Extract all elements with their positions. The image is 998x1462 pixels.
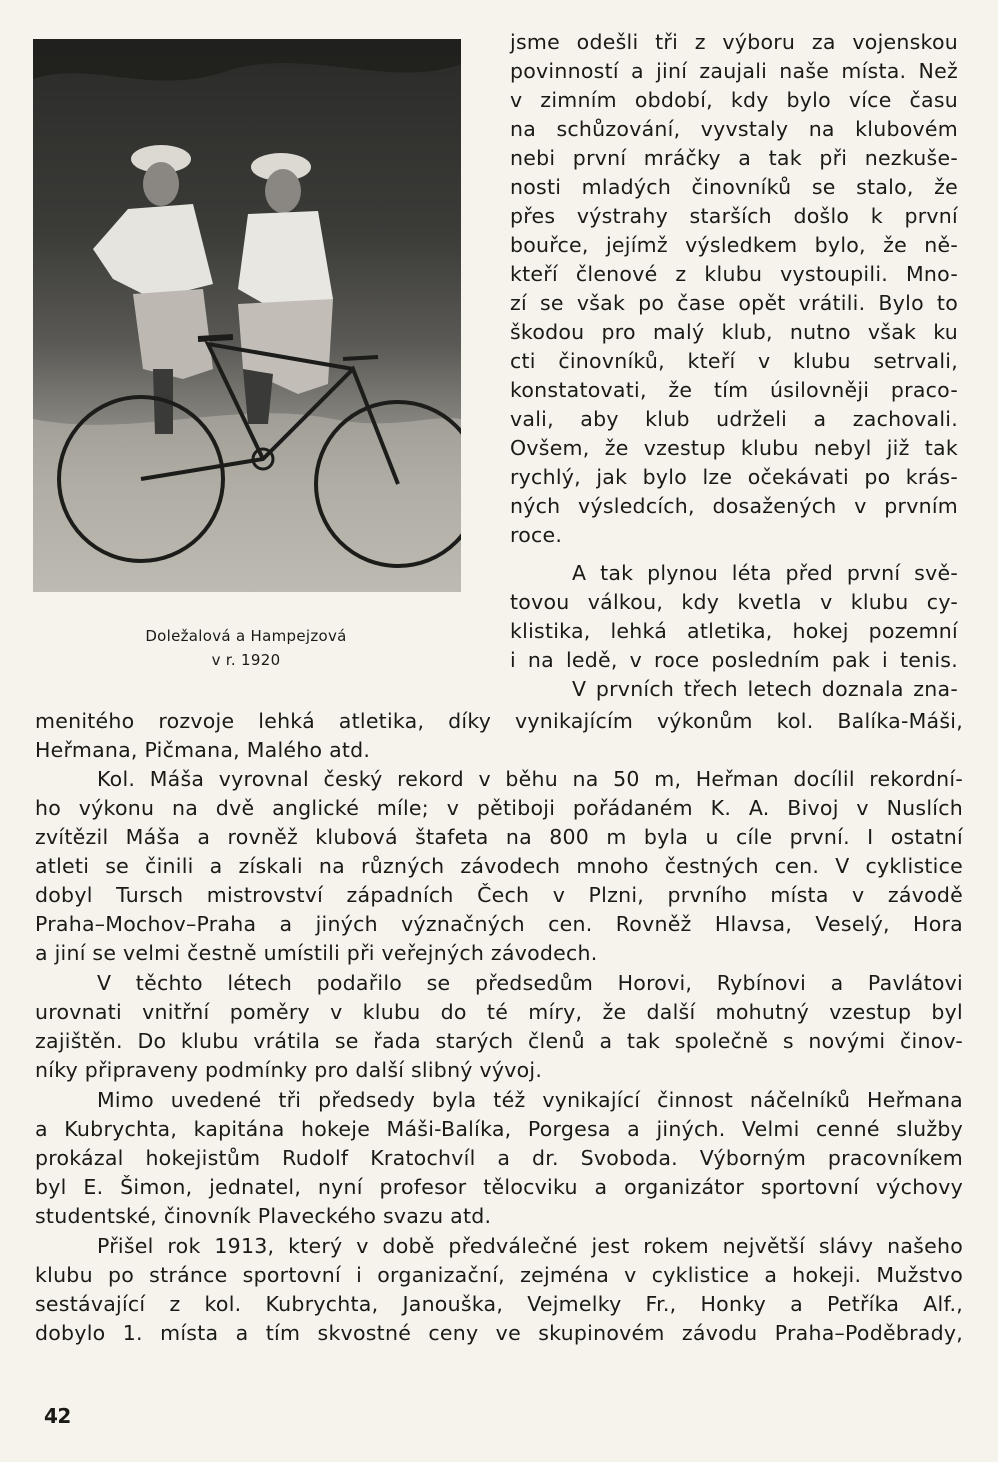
text-line: dobyl Tursch mistrovství západních Čech v Plzni, prvního místa v závodě <box>35 883 963 907</box>
text-line: Přišel rok 1913, který v době předválečné jest rokem největší slávy našeho <box>97 1234 963 1258</box>
text-line: Heřmana, Pičmana, Malého atd. <box>35 738 371 762</box>
text-line: zajištěn. Do klubu vrátila se řada starých členů a tak společně s novými činov- <box>35 1029 963 1053</box>
text-line: zí se však po čase opět vrátili. Bylo to <box>510 291 958 315</box>
text-line: klistika, lehká atletika, hokej pozemní <box>510 619 958 643</box>
text-line: rychlý, jak bylo lze očekávati po krás- <box>510 465 958 489</box>
photograph <box>33 39 461 592</box>
text-line: V těchto létech podařilo se předsedům Horovi, Rybínovi a Pavlátovi <box>97 971 963 995</box>
text-line: nebi první mráčky a tak při nezkuše- <box>510 146 958 170</box>
text-line: klubu po stránce sportovní i organizační, zejména v cyklistice a hokeji. Mužstvo <box>35 1263 963 1287</box>
text-line: prokázal hokejistům Rudolf Kratochvíl a dr. Svoboda. Výborným pracovníkem <box>35 1146 963 1170</box>
text-line: povinností a jiní zaujali naše místa. Než <box>510 59 958 83</box>
caption-line: Doležalová a Hampejzová <box>145 627 347 645</box>
text-line: atleti se činili a získali na různých závodech mnoho čestných cen. V cyklistice <box>35 854 963 878</box>
text-line: menitého rozvoje lehká atletika, díky vynikajícím výkonům kol. Balíka-Máši, <box>35 709 963 733</box>
text-line: kteří členové z klubu vystoupili. Mno- <box>510 262 958 286</box>
text-line: roce. <box>510 523 563 547</box>
text-line: Kol. Máša vyrovnal český rekord v běhu na 50 m, Heřman docílil rekordní- <box>97 767 963 791</box>
text-line: vali, aby klub udrželi a zachovali. <box>510 407 958 431</box>
text-line: i na ledě, v roce posledním pak i tenis. <box>510 648 958 672</box>
text-line: sestávající z kol. Kubrychta, Janouška, Vejmelky Fr., Honky a Petříka Alf., <box>35 1292 963 1316</box>
text-line: a jiní se velmi čestně umístili při veřejných závodech. <box>35 941 598 965</box>
text-line: a Kubrychta, kapitána hokeje Máši-Balíka, Porgesa a jiných. Velmi cenné služby <box>35 1117 963 1141</box>
text-line: Praha–Mochov–Praha a jiných význačných cen. Rovněž Hlavsa, Veselý, Hora <box>35 912 963 936</box>
text-line: ho výkonu na dvě anglické míle; v pětiboji pořádaném K. A. Bivoj v Nuslích <box>35 796 963 820</box>
photo-caption <box>60 624 432 672</box>
text-line: přes výstrahy starších došlo k první <box>510 204 958 228</box>
text-line: konstatovati, že tím úsilovněji praco- <box>510 378 958 402</box>
text-line: byl E. Šimon, jednatel, nyní profesor tělocviku a organizátor sportovní výchovy <box>35 1175 963 1199</box>
text-line: tovou válkou, kdy kvetla v klubu cy- <box>510 590 958 614</box>
text-line: Mimo uvedené tři předsedy byla též vynikající činnost náčelníků Heřmana <box>97 1088 963 1112</box>
text-line: studentské, činovník Plaveckého svazu atd. <box>35 1204 492 1228</box>
text-line: škodou pro malý klub, nutno však ku <box>510 320 958 344</box>
text-line: v zimním období, kdy bylo více času <box>510 88 958 112</box>
text-line: jsme odešli tři z výboru za vojenskou <box>510 30 958 54</box>
text-line: Ovšem, že vzestup klubu nebyl již tak <box>510 436 958 460</box>
text-line: nosti mladých činovníků se stalo, že <box>510 175 958 199</box>
text-line: urovnati vnitřní poměry v klubu do té míry, že další mohutný vzestup byl <box>35 1000 963 1024</box>
text-line: dobylo 1. místa a tím skvostné ceny ve skupinovém závodu Praha–Poděbrady, <box>35 1321 963 1345</box>
caption-line: v r. 1920 <box>211 651 281 669</box>
text-line: cti činovníků, kteří v klubu setrvali, <box>510 349 958 373</box>
text-line: níky připraveny podmínky pro další slibný vývoj. <box>35 1058 543 1082</box>
text-line: A tak plynou léta před první svě- <box>572 561 958 585</box>
text-line: na schůzování, vyvstaly na klubovém <box>510 117 958 141</box>
page-number: 42 <box>44 1404 71 1428</box>
text-line: zvítězil Máša a rovněž klubová štafeta na 800 m byla u cíle první. I ostatní <box>35 825 963 849</box>
text-line: V prvních třech letech doznala zna- <box>572 677 958 701</box>
text-line: bouřce, jejímž výsledkem bylo, že ně- <box>510 233 958 257</box>
text-line: ných výsledcích, dosažených v prvním <box>510 494 958 518</box>
